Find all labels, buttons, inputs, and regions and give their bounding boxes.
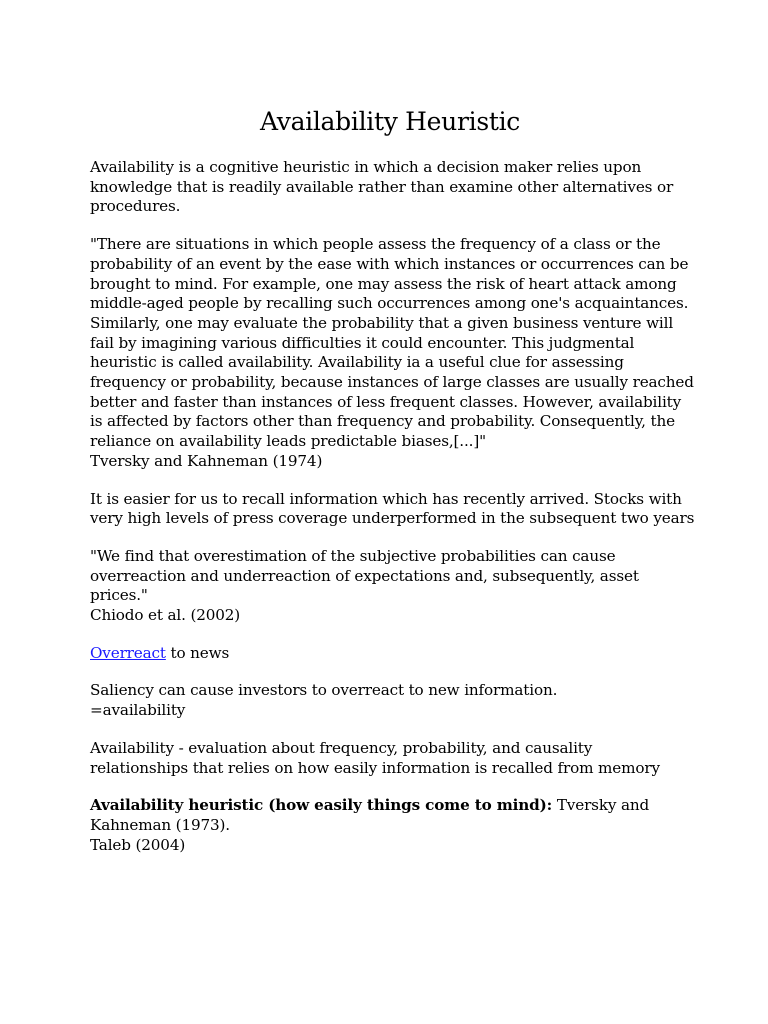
- text-line: Availability - evaluation about frequency, probability, and causality: [90, 738, 593, 757]
- paragraph-heuristic-summary: [90, 796, 690, 855]
- text-line: "There are situations in which people assess the frequency of a class or the: [90, 235, 661, 254]
- text-line: fail by imagining various difficulties it could encounter. This judgmental: [90, 333, 635, 352]
- paragraph-recall: [90, 489, 695, 529]
- paragraph-saliency: [90, 681, 690, 720]
- text-line: knowledge that is readily available rather than examine other alternatives or: [90, 177, 674, 196]
- text-line: [90, 644, 690, 664]
- link-suffix: to news: [165, 643, 230, 662]
- paragraph-definition: [90, 158, 690, 217]
- text-run: Tversky and: [552, 796, 650, 815]
- text-line: heuristic is called availability. Availability ia a useful clue for assessing: [90, 353, 624, 372]
- text-line: better and faster than instances of less frequent classes. However, availability: [90, 392, 682, 411]
- citation: Taleb (2004): [90, 835, 186, 854]
- text-line: Saliency can cause investors to overreact to new information.: [90, 681, 558, 700]
- text-line: [90, 796, 690, 816]
- citation: Kahneman (1973).: [90, 815, 230, 834]
- bold-heading: Availability heuristic (how easily things come to mind):: [90, 796, 553, 815]
- text-line: procedures.: [90, 197, 181, 216]
- text-line: Similarly, one may evaluate the probability that a given business venture will: [90, 313, 674, 332]
- citation: Tversky and Kahneman (1974): [90, 451, 323, 470]
- paragraph-tversky-quote: [90, 235, 694, 471]
- paragraph-evaluation: [90, 739, 690, 778]
- text-line: "We find that overestimation of the subjective probabilities can cause: [90, 546, 616, 565]
- overreact-link[interactable]: Overreact: [90, 643, 166, 662]
- citation: Chiodo et al. (2002): [90, 606, 241, 625]
- text-line: middle-aged people by recalling such occurrences among one's acquaintances.: [90, 294, 689, 313]
- text-line: Availability is a cognitive heuristic in which a decision maker relies upon: [90, 158, 642, 176]
- text-line: =availability: [90, 701, 186, 720]
- document-page: [90, 104, 695, 873]
- paragraph-overreact: [90, 644, 690, 664]
- text-line: is affected by factors other than frequency and probability. Consequently, the: [90, 412, 675, 431]
- text-line: brought to mind. For example, one may assess the risk of heart attack among: [90, 274, 677, 293]
- text-line: probability of an event by the ease with which instances or occurrences can be: [90, 254, 689, 273]
- text-line: reliance on availability leads predictable biases,[...]": [90, 432, 486, 451]
- text-line: relationships that relies on how easily information is recalled from memory: [90, 758, 660, 777]
- paragraph-chiodo-quote: [90, 547, 690, 626]
- page-title: Availability Heuristic: [260, 107, 520, 136]
- text-line: very high levels of press coverage underperformed in the subsequent two years: [90, 509, 695, 528]
- text-line: prices.": [90, 586, 148, 605]
- text-line: overreaction and underreaction of expectations and, subsequently, asset: [90, 566, 639, 585]
- text-line: frequency or probability, because instances of large classes are usually reached: [90, 373, 694, 392]
- text-line: It is easier for us to recall information which has recently arrived. Stocks with: [90, 489, 682, 508]
